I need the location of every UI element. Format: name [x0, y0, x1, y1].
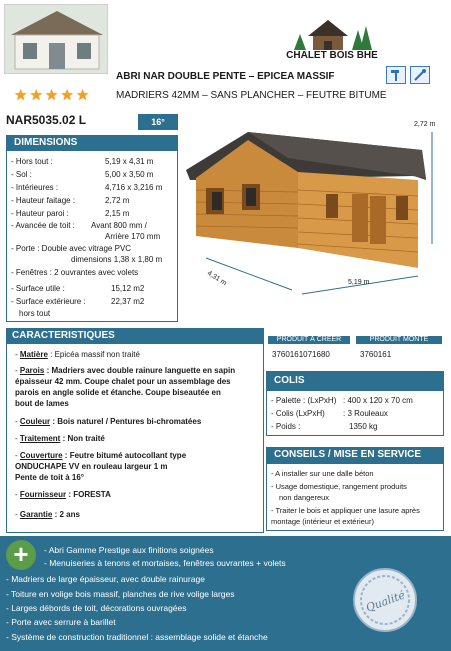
hors-tout-value: 5,19 x 4,31 m — [105, 157, 154, 166]
produit-code: 3760161071680 — [272, 350, 330, 359]
advantage-item: - Abri Gamme Prestige aux finitions soignées — [44, 545, 214, 555]
conseils-line1: - A installer sur une dalle béton — [271, 469, 374, 478]
product-subtitle: MADRIERS 42MM – SANS PLANCHER – FEUTRE BITUME — [116, 90, 387, 101]
surface-ext-note: hors tout — [19, 309, 51, 318]
fournisseur-line: - Fournisseur : FORESTA — [15, 490, 111, 499]
colis-value: : 3 Rouleaux — [343, 409, 388, 418]
advantage-item: - Madriers de large épaisseur, avec double rainurage — [6, 574, 205, 584]
conseils-line2: - Usage domestique, rangement produits — [271, 482, 407, 491]
montage-code: 3760161 — [360, 350, 392, 359]
paroi-value: 2,15 m — [105, 209, 130, 218]
icon-group — [386, 66, 430, 84]
width-dimension-label: 5,19 m — [348, 279, 370, 286]
depth-dimension-label: 4,31 m — [205, 269, 228, 288]
conseils-line4: - Traiter le bois et appliquer une lasure après — [271, 506, 420, 515]
matiere-line: - Matière : Epicéa massif non traité — [15, 350, 140, 359]
product-reference: NAR5035.02 L — [6, 113, 87, 127]
sol-label: - Sol : — [11, 170, 32, 179]
conseils-line5: montage (intérieur et extérieur) — [271, 517, 374, 526]
brush-icon — [410, 66, 430, 84]
star-icon: ★ — [44, 87, 59, 104]
advantage-item: - Menuiseries à tenons et mortaises, fenêtres ouvrantes + volets — [44, 558, 286, 568]
interieures-value: 4,716 x 3,216 m — [105, 183, 163, 192]
sol-value: 5,00 x 3,50 m — [105, 170, 154, 179]
brand-name: CHALET BOIS BHE — [286, 50, 378, 61]
montage-header: PRODUIT MONTÉ — [356, 336, 442, 344]
advantage-item: - Larges débords de toit, décorations ouvragées — [6, 603, 187, 613]
palette-label: - Palette : (LxPxH) — [271, 396, 337, 405]
plus-icon: + — [6, 540, 36, 570]
couverture-line1: - Couverture : Feutre bitumé autocollant type — [15, 451, 187, 460]
advantage-item: - Porte avec serrure à barillet — [6, 617, 116, 627]
poids-label: - Poids : — [271, 422, 301, 431]
produit-header: PRODUIT À CRÉER — [268, 336, 350, 344]
parois-line2: épaisseur 42 mm. Coupe chalet pour un assemblage des — [15, 377, 231, 386]
hammer-icon — [386, 66, 406, 84]
hors-tout-label: - Hors tout : — [11, 157, 53, 166]
rating-stars — [14, 88, 89, 103]
couleur-line: - Couleur : Bois naturel / Pentures bi-chromatées — [15, 417, 202, 426]
colis-box — [266, 390, 444, 436]
chalet-photo-thumbnail — [4, 4, 108, 74]
porte-line2: dimensions 1,38 x 1,80 m — [71, 255, 163, 264]
product-title: ABRI NAR DOUBLE PENTE – EPICEA MASSIF — [116, 71, 335, 82]
poids-value: 1350 kg — [349, 422, 378, 431]
traitement-line: - Traitement : Non traité — [15, 434, 105, 443]
star-icon: ★ — [60, 87, 74, 104]
star-icon: ★ — [75, 87, 90, 104]
characteristics-heading: CARACTERISTIQUES — [6, 328, 264, 343]
paroi-label: - Hauteur paroi : — [11, 209, 69, 218]
parois-line4: bout de lames — [15, 399, 69, 408]
porte-line1: - Porte : Double avec vitrage PVC — [11, 244, 132, 253]
colis-label: - Colis (LxPxH) — [271, 409, 325, 418]
advantage-item: - Système de construction traditionnel : assemblage solide et étanche — [6, 632, 268, 642]
interieures-label: - Intérieures : — [11, 183, 59, 192]
quality-seal-icon — [353, 568, 417, 632]
surface-ext-value: 22,37 m2 — [111, 297, 145, 306]
characteristics-box — [6, 343, 264, 533]
avancee-label: - Avancée de toit : — [11, 221, 75, 230]
garantie-line: - Garantie : 2 ans — [15, 510, 80, 519]
avancee-value-front: Avant 800 mm / — [91, 221, 147, 230]
parois-line1: - Parois : Madriers avec double rainure languette en sapin — [15, 366, 236, 375]
conseils-box — [266, 463, 444, 531]
quality-seal-text: Qualité — [364, 588, 407, 615]
dimensions-box — [6, 150, 178, 322]
avancee-value-back: Arrière 170 mm — [105, 232, 161, 241]
height-dimension-label: 2,72 m — [414, 121, 436, 128]
faitage-value: 2,72 m — [105, 196, 130, 205]
faitage-label: - Hauteur faitage : — [11, 196, 76, 205]
conseils-line3: non dangereux — [279, 493, 330, 502]
star-icon: ★ — [29, 87, 43, 104]
parois-line3: parois en angle solide et étanche. Coupe biseautée en — [15, 388, 221, 397]
couverture-line2: ONDUCHAPE VV en rouleau largeur 1 m — [15, 462, 168, 471]
roof-angle-badge: 16° — [138, 114, 178, 130]
advantage-item: - Toiture en volige bois massif, planches de rive volige larges — [6, 589, 235, 599]
colis-heading: COLIS — [266, 371, 444, 390]
surface-ext-label: - Surface extérieure : — [11, 297, 86, 306]
surface-utile-label: - Surface utile : — [11, 284, 65, 293]
couverture-line3: Pente de toit à 16° — [15, 473, 84, 482]
dimensions-heading: DIMENSIONS — [6, 135, 178, 150]
fenetres-text: - Fenêtres : 2 ouvrantes avec volets — [11, 268, 139, 277]
palette-value: : 400 x 120 x 70 cm — [343, 396, 413, 405]
star-icon: ★ — [14, 87, 28, 104]
conseils-heading: CONSEILS / MISE EN SERVICE — [266, 447, 444, 463]
surface-utile-value: 15,12 m2 — [111, 284, 145, 293]
chalet-illustration — [182, 118, 450, 323]
